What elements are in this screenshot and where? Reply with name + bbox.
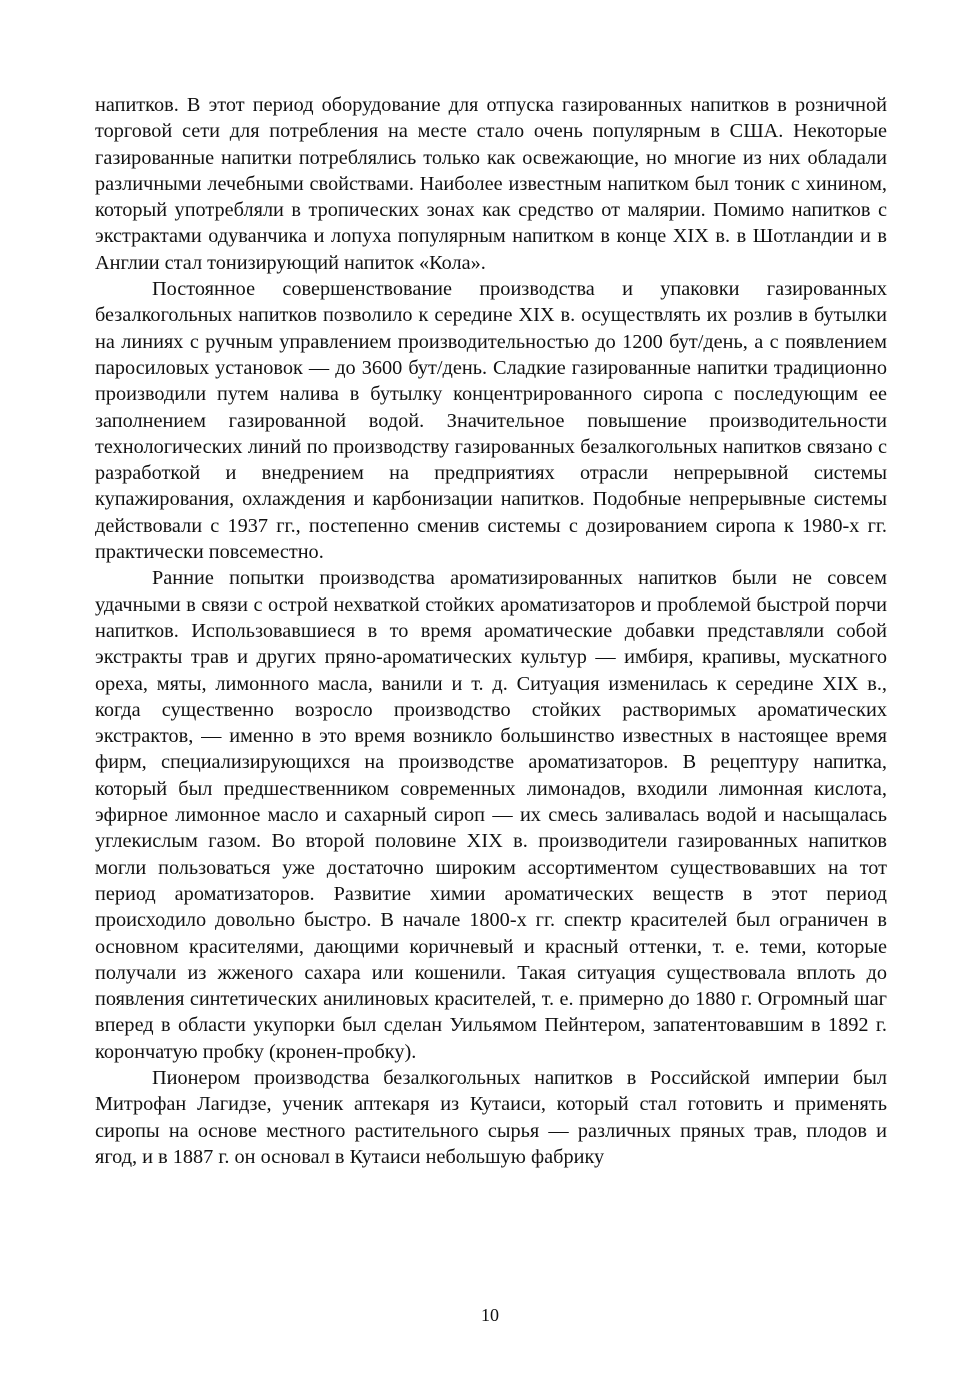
paragraph-production-improvement: Постоянное совершенствование производства и упаковки газированных безалкогольных напитков позволило к середине XIX в. осуществлять их розлив в бутылки на линиях с ручным управлением производительностью до 1200 бут/день, а с появлением паросиловых установок — до 3600 бут/день. Сладкие газированные напитки традиционно производили путем налива в бутылку концентрированного сиропа с последующим ее заполнением газированной водой. Значительное повышение производительности технологических линий по производству газированных безалкогольных напитков связано с разработкой и внедрением на предприятиях отрасли непрерывной системы купажирования, охлаждения и карбонизации напитков. Подобные непрерывные системы действовали с 1937 гг., постепенно сменив системы с дозированием сиропа к 1980-х гг. практически повсеместно.	[95, 278, 887, 564]
page-number: 10	[481, 1305, 499, 1325]
paragraph-continued: напитков. В этот период оборудование для отпуска газированных напитков в розничной торговой сети для потребления на месте стало очень популярным в США. Некоторые газированные напитки потреблялись только как освежающие, но многие из них обладали различными лечебными свойствами. Наиболее известным напитком был тоник с хинином, который употребляли в тропических зонах как средство от малярии. Помимо напитков с экстрактами одуванчика и лопуха популярным напитком в конце XIX в. в Шотландии и в Англии стал тонизирующий напиток «Кола».	[95, 94, 887, 274]
body-text	[95, 92, 887, 1170]
paragraph-flavored-drinks: Ранние попытки производства ароматизированных напитков были не совсем удачными в связи с острой нехваткой стойких ароматизаторов и проблемой быстрой порчи напитков. Использовавшиеся в то время ароматические добавки представляли собой экстракты трав и других пряно-ароматических культур — имбиря, крапивы, мускатного ореха, мяты, лимонного масла, ванили и т. д. Ситуация изменилась к середине XIX в., когда существенно возросло производство стойких растворимых ароматических экстрактов, — именно в это время возникло большинство известных в настоящее время фирм, специализирующихся на производстве ароматизаторов. В рецептуру напитка, который был предшественником современных лимонадов, входили лимонная кислота, эфирное лимонное масло и сахарный сироп — их смесь заливалась водой и насыщалась углекислым газом. Во второй половине XIX в. производители газированных напитков могли пользоваться уже достаточно широким ассортиментом существовавших на тот период ароматизаторов. Развитие химии ароматических веществ в этот период происходило довольно быстро. В начале 1800-х гг. спектр красителей был ограничен в основном красителями, дающими коричневый и красный оттенки, т. е. теми, которые получали из жженого сахара или кошенили. Такая ситуация существовала вплоть до появления синтетических анилиновых красителей, т. е. примерно до 1880 г. Огромный шаг вперед в области укупорки был сделан Уильямом Пейнтером, запатентовавшим в 1892 г. корончатую пробку (кронен-пробку).	[95, 567, 887, 1063]
paragraph-lagidze: Пионером производства безалкогольных напитков в Российской империи был Митрофан Лагидзе, ученик аптекаря из Кутаиси, который стал готовить и применять сиропы на основе местного растительного сырья — различных пряных трав, плодов и ягод, и в 1887 г. он основал в Кутаиси небольшую фабрику	[95, 1066, 887, 1168]
